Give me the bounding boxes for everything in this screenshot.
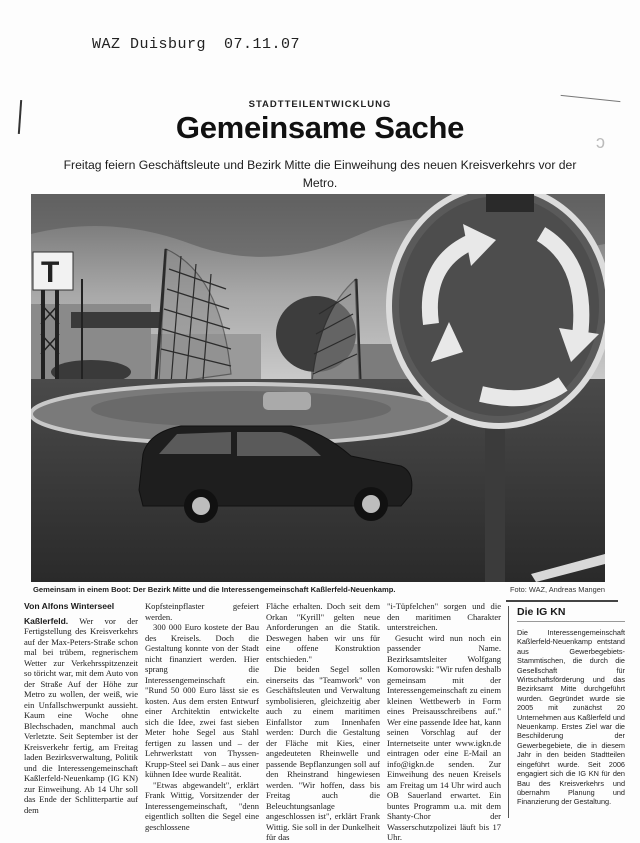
column-2-paragraph-3: "Etwas abgewandelt", erklärt Frank Wittig, Vorsitzender der Interessengemeinschaft, "denn eigentlich sollten die Segel eine geschlossene <box>145 779 259 832</box>
article-column-3 <box>266 601 380 843</box>
column-3-paragraph-2: Die beiden Segel sollen einerseits das "Teamwork" von Geschäftsleuten und Verwaltung symbolisieren, gleichzeitig aber auch zu einem maritimen Einfallstor zum Innenhafen werden: Durch die Gestaltung der Fläche mit Kies, einer angedeuteten Rheinwelle und passende Bepflanzungen soll auf den Rheinstrand hingewiesen werden. "Wir hoffen, dass bis Freitag auch die Beleuchtungsanlage angeschlossen ist", erklärt Frank Wittig. Sie soll in der Dunkelheit für das <box>266 664 380 842</box>
section-kicker: STADTTEILENTWICKLUNG <box>248 99 392 110</box>
article-column-2 <box>145 601 259 832</box>
dateline-place: Kaßlerfeld. <box>24 615 69 626</box>
sidebar-title: Die IG KN <box>517 606 625 622</box>
column-1-text: Wer vor der Fertigstellung des Kreisverkehrs auf der Max-Peters-Straße schon mal bei trübem, regnerischem Wetter zur Verkehrsspitzenzeit so töricht war, mit dem Auto von der Straße Auf der Höhe zur Metro zu wollen, der weiß, wie ein Unfallschwerpunkt aussieht. Kaum eine Woche ohne Blechschaden, manchmal auch Verletzte. Seit September ist der Kreisverkehr fertig, am Freitag laden Bezirksverwaltung, Politik und die Interessengemeinschaft Kaßlerfeld-Neuenkamp (IG KN) zur Einweihung. Ab 14 Uhr soll das Ende der Schlitterpartie auf dem <box>24 615 138 815</box>
photo-caption: Gemeinsam in einem Boot: Der Bezirk Mitte und die Interessengemeinschaft Kaßlerfeld-Neuenkamp. <box>33 585 396 594</box>
column-4-paragraph-2: Gesucht wird nun noch ein passender Name. Bezirksamtsleiter Wolfgang Komorowski: "Wir rufen deshalb gemeinsam mit der Interessengemeinschaft zu einem kleinen Wettbewerb in Form eines Preisausschreibens auf." Wer eine passende Idee hat, kann seinen Vorschlag auf der Internetseite unter www.igkn.de eintragen oder eine E-Mail an info@igkn.de senden. Zur Einweihung des neuen Kreisels am Freitag um 14 Uhr wird auch OB Sauerland erwartet. Ein buntes Programm u.a. mit dem Shanty-Chor der Wasserschutzpolizei läuft bis 17 Uhr. <box>387 632 501 842</box>
column-3-paragraph-1: Fläche erhalten. Doch seit dem Orkan "Kyrill" gelten neue Anforderungen an die Statik. Deswegen haben wir uns für eine offene Konstruktion entschieden." <box>266 601 380 664</box>
newspaper-stamp <box>92 36 300 53</box>
telekom-sign-letter: T <box>41 256 60 289</box>
sidebar-top-rule <box>506 600 618 602</box>
column-2-paragraph-2: 300 000 Euro kostete der Bau des Kreisels. Doch die Gestaltung konnte von der Stadt nicht finanziert werden. Hier sprang die Interessengemeinschaft ein. "Rund 50 000 Euro lässt sie es kosten. Aus dem ersten Entwurf einer Architektin entwickelte sich die Idee, zwei fast sieben Meter hohe Segel aus Stahl fertigen zu lassen und – der Lehrwerkstatt von Thyssen-Krupp-Steel sei Dank – aus einer kühnen Idee wurde Realität. <box>145 622 259 779</box>
article-photo <box>31 194 605 582</box>
newspaper-date: 07.11.07 <box>224 36 301 53</box>
sidebar-text: Die Interessengemeinschaft Kaßlerfeld-Neuenkamp entstand aus Gewerbegebiets-Stammtischen, die durch die Gesellschaft für Wirtschaftsförderung und das Bezirksamt Mitte durchgeführt wurden. Gegründet wurde sie 2005 mit zunächst 20 Unternehmen aus Kaßlerfeld und Neuenkamp. Erstes Ziel war die Beschilderung der Gewerbegebiete, die in diesem Jahr in den beiden Stadtteilen eingeführt wurde. Seit 2006 engagiert sich die IG KN für den Bau des Kreisverkehrs und übernahm Planung und Finanzierung der Gestaltung. <box>517 628 625 807</box>
byline: Von Alfons Winterseel <box>24 601 115 611</box>
article-column-1 <box>24 601 138 815</box>
newspaper-name: WAZ Duisburg <box>92 36 207 53</box>
margin-letter-mark: ↄ <box>596 132 605 152</box>
column-4-paragraph-1: "i-Tüpfelchen" sorgen und die den maritimen Charakter unterstreichen. <box>387 601 501 632</box>
photo-background-car <box>263 392 311 410</box>
subhead-line-1: Freitag feiern Geschäftsleute und Bezirk Mitte die Einweihung des neuen Kreisverkehrs vor der Metro. <box>63 158 577 190</box>
article-headline: Gemeinsame Sache <box>175 110 465 145</box>
photo-credit: Foto: WAZ, Andreas Mangen <box>509 585 605 594</box>
article-column-4 <box>387 601 501 843</box>
column-1-paragraph <box>24 616 138 816</box>
info-sidebar <box>508 606 625 818</box>
column-2-paragraph-1: Kopfsteinpflaster gefeiert werden. <box>145 601 259 622</box>
photo-building-roof <box>71 312 161 328</box>
